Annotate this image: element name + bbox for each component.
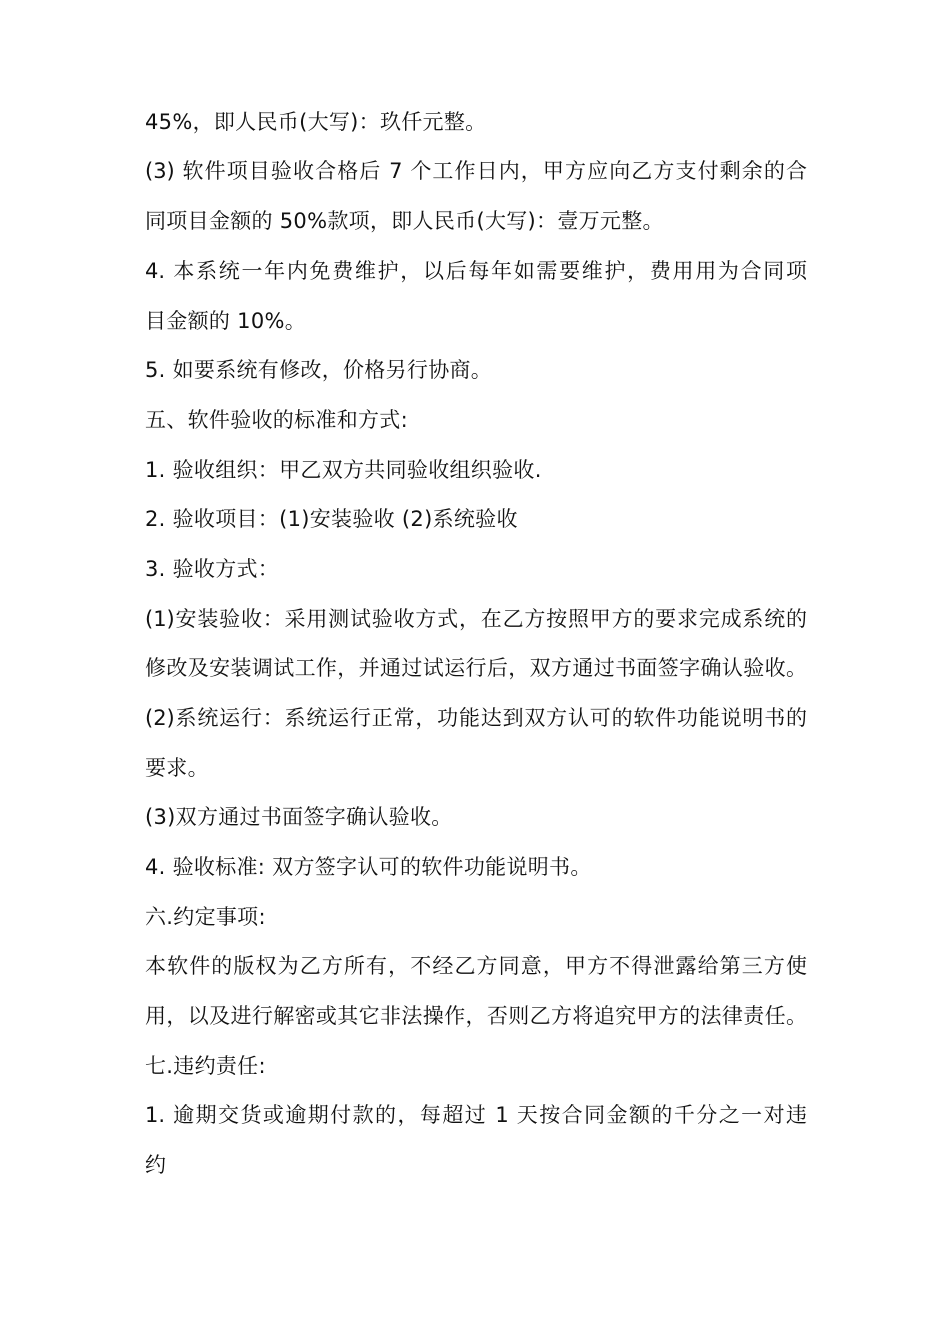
text-line-15: (3)双方通过书面签字确认验收。	[145, 805, 453, 829]
text-line-11: (1)安装验收：采用测试验收方式，在乙方按照甲方的要求完成系统的	[145, 607, 807, 631]
text-line-14: 要求。	[145, 756, 209, 780]
text-line-1: 45%，即人民币(大写)：玖仟元整。	[145, 110, 487, 134]
text-line-5: 目金额的 10%。	[145, 309, 307, 333]
text-line-22: 约	[145, 1153, 167, 1177]
text-line-18: 本软件的版权为乙方所有，不经乙方同意，甲方不得泄露给第三方使	[145, 954, 807, 978]
text-line-10: 3. 验收方式：	[145, 557, 280, 581]
text-line-3: 同项目金额的 50%款项，即人民币(大写)：壹万元整。	[145, 209, 664, 233]
section-heading-5: 五、软件验收的标准和方式:	[145, 408, 408, 432]
text-line-8: 1. 验收组织：甲乙双方共同验收组织验收.	[145, 458, 542, 482]
text-line-16: 4. 验收标准: 双方签字认可的软件功能说明书。	[145, 855, 592, 879]
text-line-2: (3) 软件项目验收合格后 7 个工作日内，甲方应向乙方支付剩余的合	[145, 159, 807, 183]
text-line-4: 4. 本系统一年内免费维护，以后每年如需要维护，费用用为合同项	[145, 259, 807, 283]
text-line-21: 1. 逾期交货或逾期付款的，每超过 1 天按合同金额的千分之一对违	[145, 1103, 807, 1127]
section-heading-7: 七.违约责任:	[145, 1054, 266, 1078]
section-heading-6: 六.约定事项:	[145, 905, 266, 929]
text-line-9: 2. 验收项目：(1)安装验收 (2)系统验收	[145, 507, 518, 531]
text-line-6: 5. 如要系统有修改，价格另行协商。	[145, 358, 493, 382]
text-line-19: 用，以及进行解密或其它非法操作，否则乙方将追究甲方的法律责任。	[145, 1004, 807, 1028]
text-line-13: (2)系统运行：系统运行正常，功能达到双方认可的软件功能说明书的	[145, 706, 807, 730]
text-line-12: 修改及安装调试工作，并通过试运行后，双方通过书面签字确认验收。	[145, 656, 807, 680]
